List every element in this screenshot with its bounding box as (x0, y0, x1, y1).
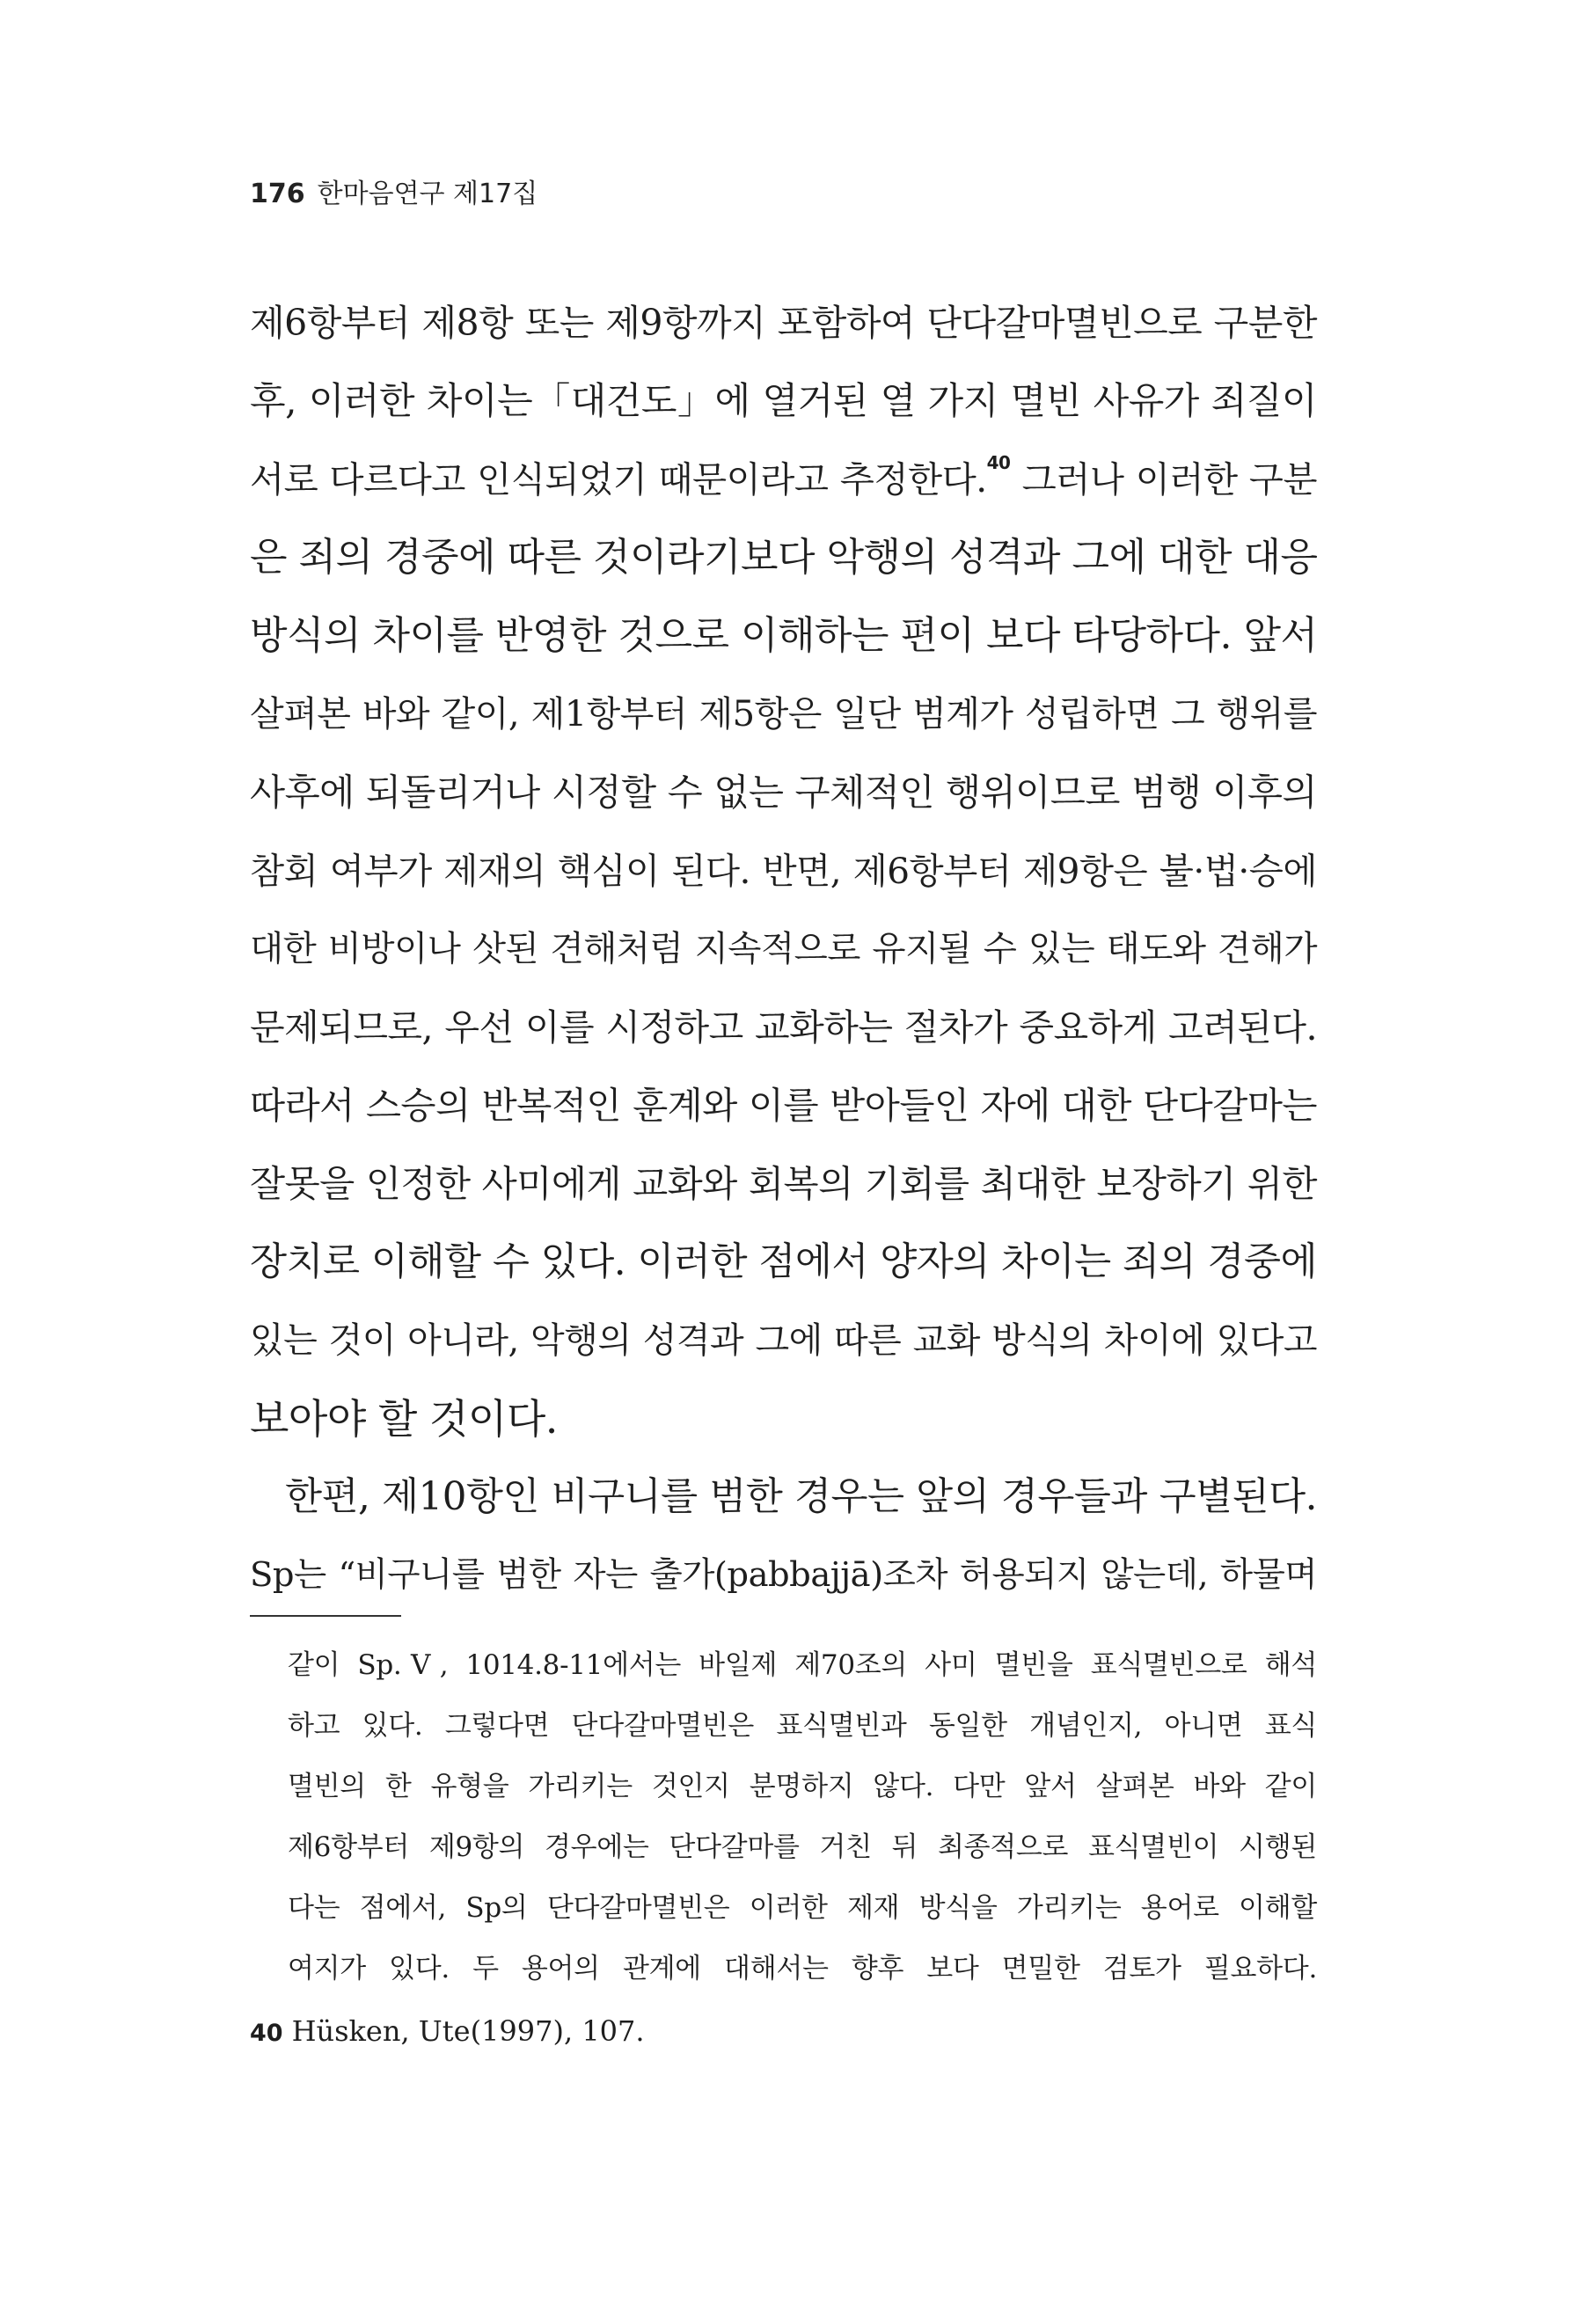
footnote-line: 여지가 있다. 두 용어의 관계에 대해서는 향후 보다 면밀한 검토가 필요하다. (288, 1953, 1317, 1984)
running-header (250, 172, 538, 210)
footnote-40 (250, 2007, 645, 2057)
page-number: 176 (250, 179, 305, 209)
footnote-reference[interactable]: 40 (986, 452, 1011, 473)
paragraph-line: 장치로 이해할 수 있다. 이러한 점에서 양자의 차이는 죄의 경중에 (250, 1240, 1317, 1284)
footnote-line: 하고 있다. 그렇다면 단다갈마멸빈은 표식멸빈과 동일한 개념인지, 아니면 표식 (288, 1710, 1317, 1742)
paragraph-line: 방식의 차이를 반영한 것으로 이해하는 편이 보다 타당하다. 앞서 (250, 613, 1318, 658)
footnote-line: 멸빈의 한 유형을 가리키는 것인지 분명하지 않다. 다만 앞서 살펴본 바와 같이 (288, 1771, 1317, 1802)
line-text: 서로 다르다고 인식되었기 때문이라고 추정한다. (250, 458, 987, 501)
paragraph-line (250, 449, 1317, 510)
footnote-number: 40 (250, 2020, 283, 2047)
paragraph-line: 사후에 되돌리거나 시정할 수 없는 구체적인 행위이므로 범행 이후의 (250, 771, 1317, 814)
journal-title: 한마음연구 제17집 (317, 179, 538, 209)
line-text: 그러나 이러한 구분 (1021, 458, 1318, 501)
paragraph-line: 있는 것이 아니라, 악행의 성격과 그에 따른 교화 방식의 차이에 있다고 (250, 1320, 1317, 1361)
paragraph-line: 제6항부터 제8항 또는 제9항까지 포함하여 단다갈마멸빈으로 구분한 (250, 302, 1317, 344)
paragraph-line: 보아야 할 것이다. (250, 1395, 558, 1443)
footnote-line: 제6항부터 제9항의 경우에는 단다갈마를 거친 뒤 최종적으로 표식멸빈이 시행된 (288, 1831, 1317, 1863)
footnote-divider (250, 1615, 401, 1617)
paragraph-line: 문제되므로, 우선 이를 시정하고 교화하는 절차가 중요하게 고려된다. (250, 1006, 1317, 1049)
footnote-line: 다는 점에서, Sp의 단다갈마멸빈은 이러한 제재 방식을 가리키는 용어로 이해할 (288, 1892, 1317, 1924)
paragraph-line: 참회 여부가 제재의 핵심이 된다. 반면, 제6항부터 제9항은 불·법·승에 (250, 850, 1317, 892)
paragraph-line: 한편, 제10항인 비구니를 범한 경우는 앞의 경우들과 구별된다. (285, 1475, 1317, 1519)
footnote-citation: Hüsken, Ute(1997), 107. (291, 2014, 645, 2048)
paragraph-line: 대한 비방이나 삿된 견해처럼 지속적으로 유지될 수 있는 태도와 견해가 (250, 929, 1317, 969)
paragraph-line: 은 죄의 경중에 따른 것이라기보다 악행의 성격과 그에 대한 대응 (250, 535, 1318, 580)
paragraph-line: 따라서 스승의 반복적인 훈계와 이를 받아들인 자에 대한 단다갈마는 (250, 1084, 1317, 1127)
paragraph-line: Sp는 “비구니를 범한 자는 출가(pabbajjā)조차 허용되지 않는데, 하물며 (250, 1555, 1317, 1595)
paragraph-line: 살펴본 바와 같이, 제1항부터 제5항은 일단 범계가 성립하면 그 행위를 (250, 694, 1317, 734)
paragraph-line: 잘못을 인정한 사미에게 교화와 회복의 기회를 최대한 보장하기 위한 (250, 1162, 1317, 1205)
paragraph-line: 후, 이러한 차이는「대건도」에 열거된 열 가지 멸빈 사유가 죄질이 (250, 379, 1317, 422)
footnote-line: 같이 Sp.Ⅴ, 1014.8-11에서는 바일제 제70조의 사미 멸빈을 표식멸빈으로 해석 (288, 1649, 1317, 1681)
